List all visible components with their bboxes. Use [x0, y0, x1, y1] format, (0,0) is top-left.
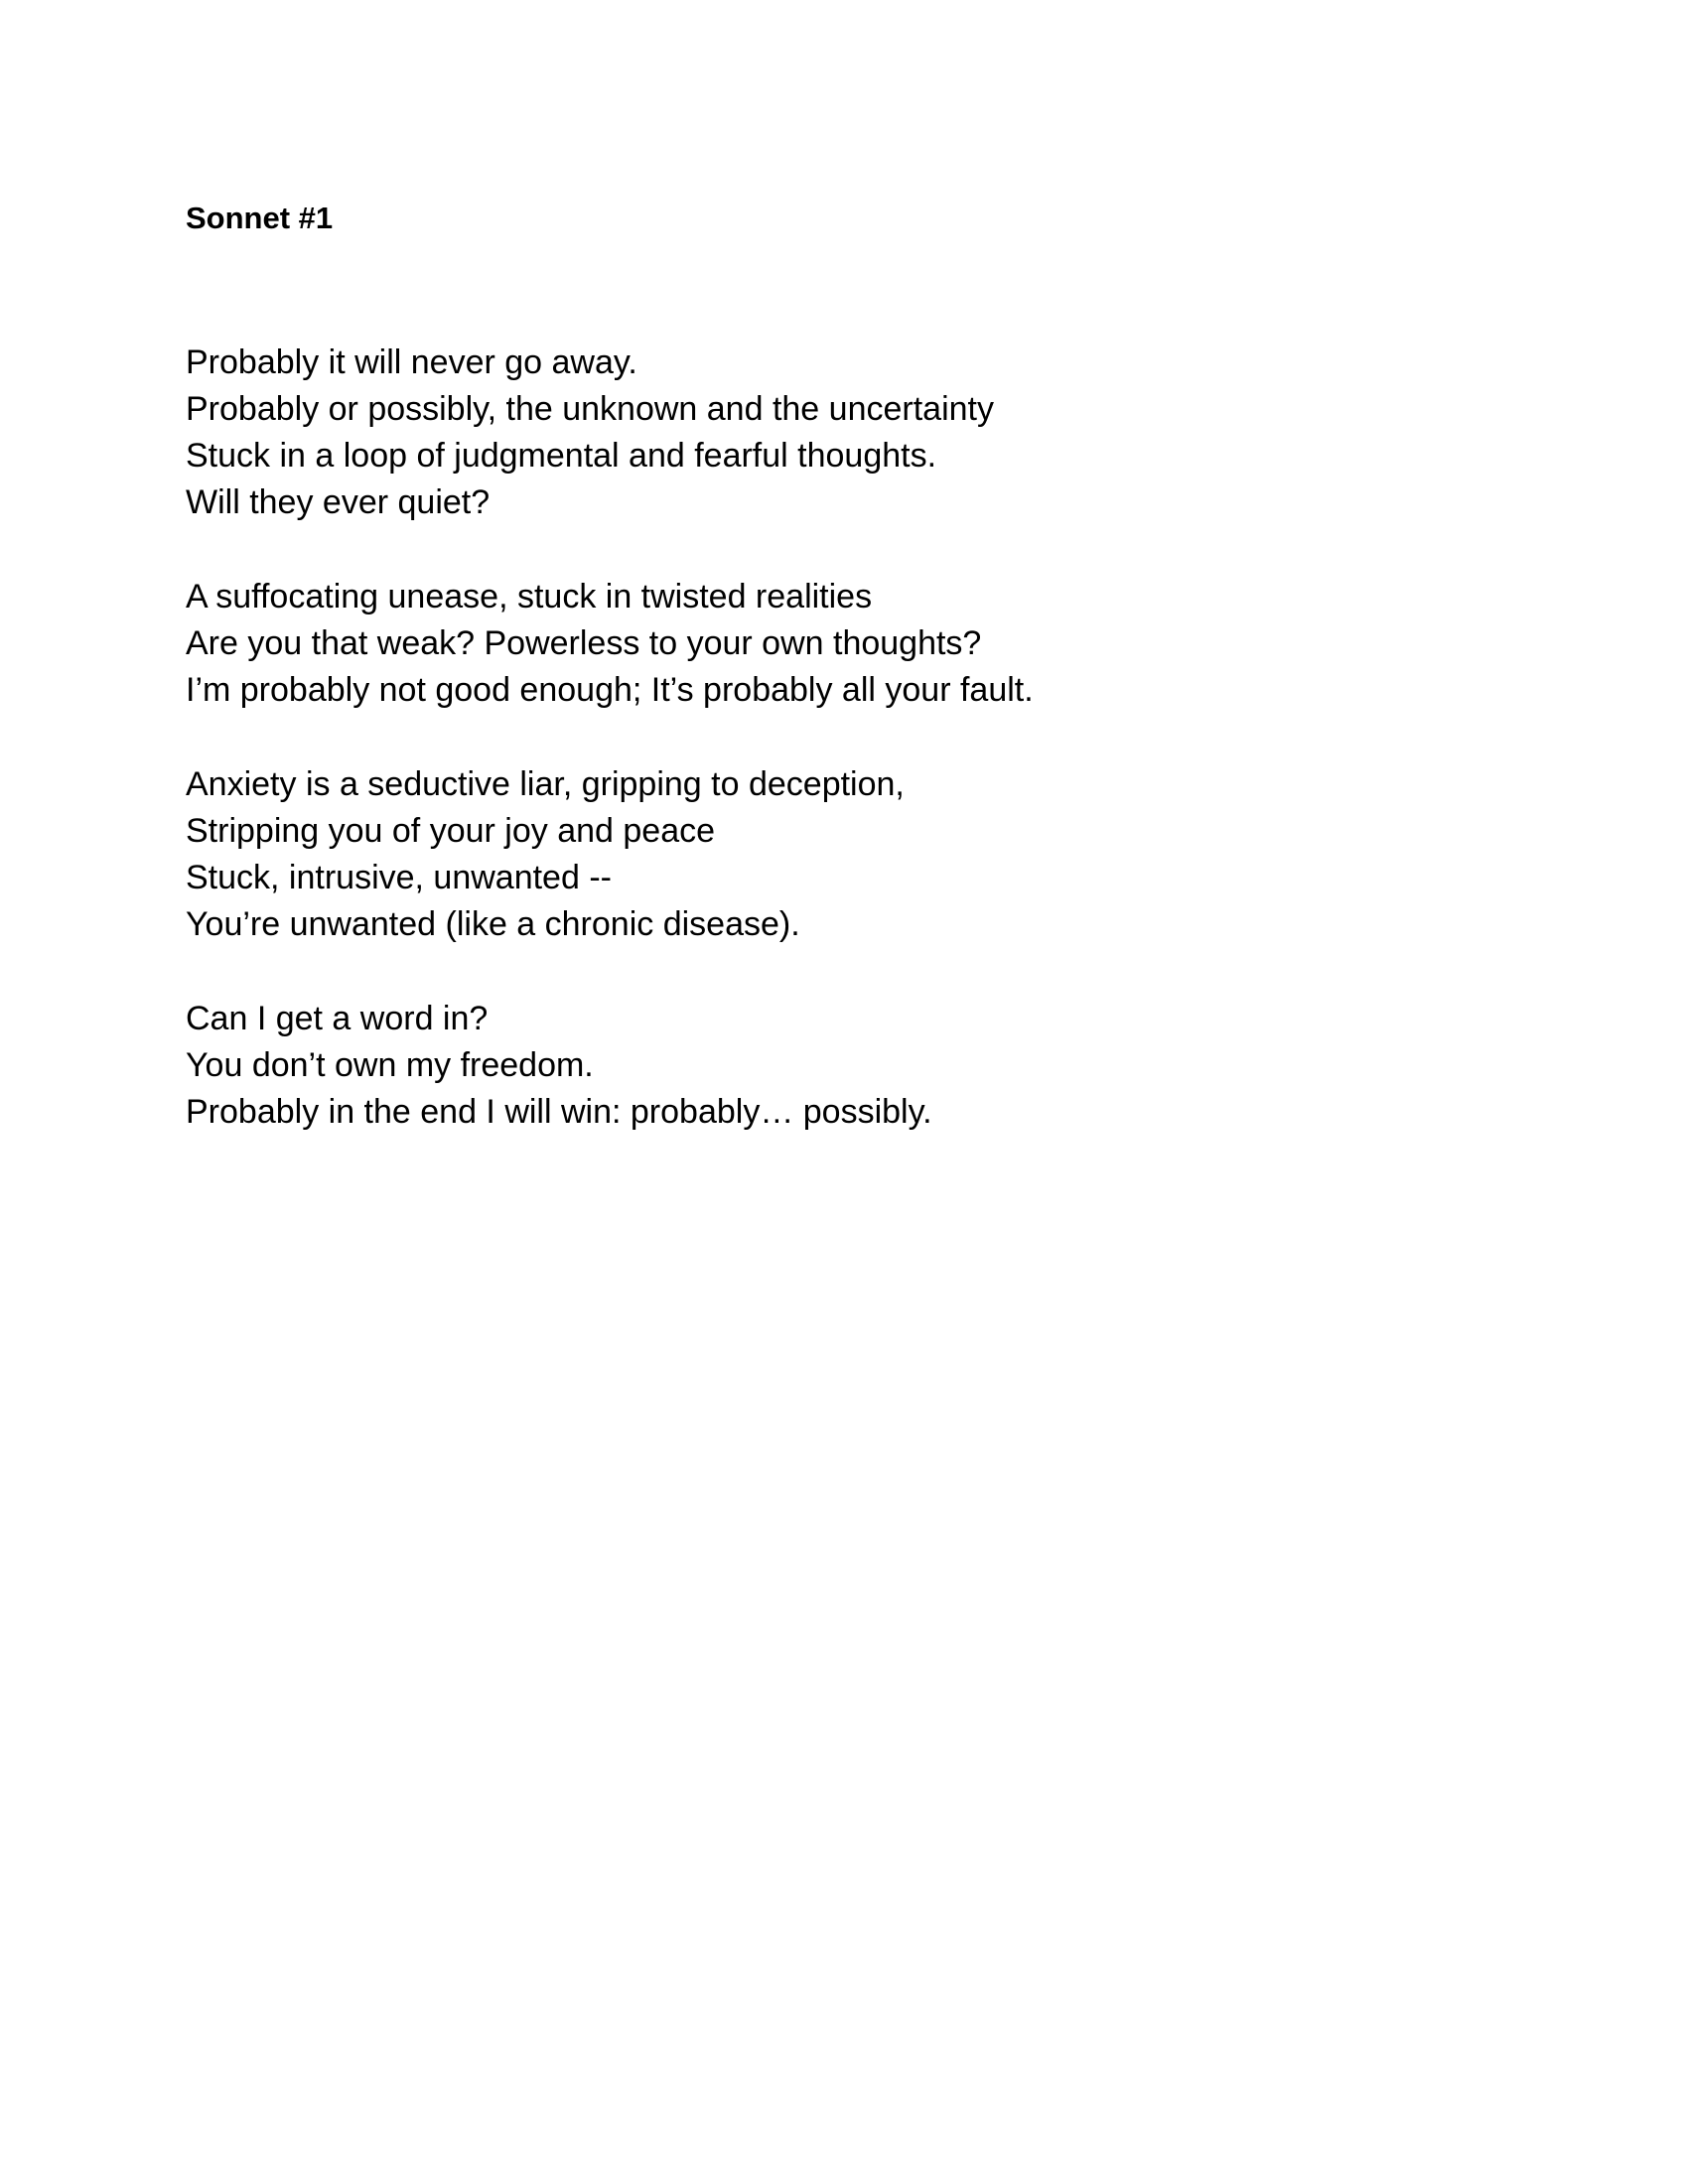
poem-line: Can I get a word in? [186, 1000, 489, 1037]
poem-line: Stripping you of your joy and peace [186, 812, 716, 850]
poem-line: Are you that weak? Powerless to your own thoughts? [186, 624, 982, 662]
poem-line: Stuck in a loop of judgmental and fearful thoughts. [186, 437, 937, 475]
poem-line: You don’t own my freedom. [186, 1046, 594, 1084]
poem-line: You’re unwanted (like a chronic disease). [186, 905, 800, 943]
stanza-1 [186, 340, 1477, 526]
poem-line: Probably it will never go away. [186, 343, 637, 381]
stanza-2 [186, 574, 1477, 714]
poem-line: Stuck, intrusive, unwanted -- [186, 859, 612, 896]
poem-line: Probably or possibly, the unknown and the uncertainty [186, 390, 994, 428]
poem-line: A suffocating unease, stuck in twisted realities [186, 578, 873, 615]
stanza-4 [186, 996, 1477, 1136]
poem-line: Anxiety is a seductive liar, gripping to deception, [186, 765, 905, 803]
poem-body [186, 340, 1477, 1183]
poem-title: Sonnet #1 [186, 201, 334, 235]
poem-line: Will they ever quiet? [186, 483, 491, 521]
poem-line: I’m probably not good enough; It’s probably all your fault. [186, 671, 1034, 709]
stanza-3 [186, 761, 1477, 948]
poem-line: Probably in the end I will win: probably… possibly. [186, 1093, 932, 1131]
